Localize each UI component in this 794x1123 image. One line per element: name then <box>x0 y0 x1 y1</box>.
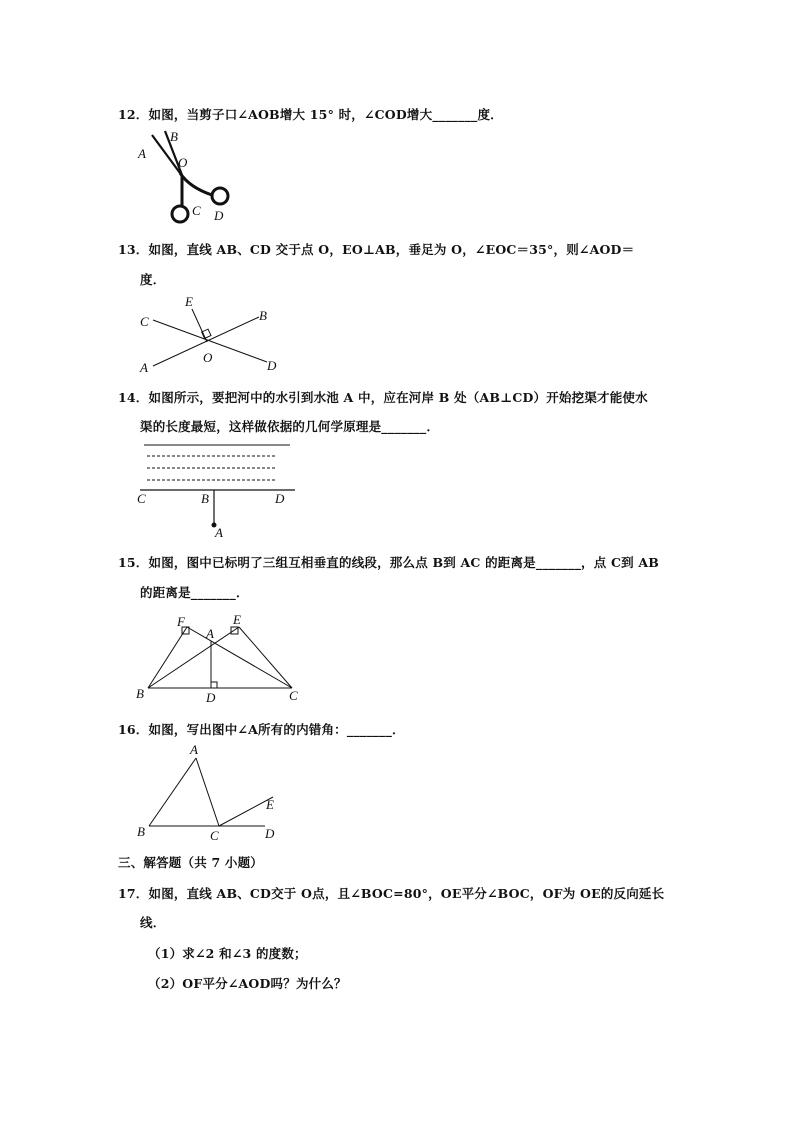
q15-label-B: B <box>136 686 144 701</box>
q14-label-B: B <box>201 491 209 506</box>
q16-text: 16．如图，写出图中∠A所有的内错角：_______． <box>118 722 405 737</box>
q13-label-O: O <box>203 350 213 365</box>
q14-label-D: D <box>275 491 285 506</box>
q12-scissors-figure <box>130 125 240 230</box>
q14-label-C: C <box>137 491 146 506</box>
q17-text-line1: 17．如图，直线 AB、CD交于 O点，且∠BOC=80°，OE平分∠BOC，OF为 OE的反向延长 <box>118 886 665 901</box>
q12-label-A: A <box>138 146 146 161</box>
q17-text-line2: 线． <box>140 915 166 930</box>
section-3-heading: 三、解答题（共 7 小题） <box>118 855 264 870</box>
q17-sub2: （2）OF平分∠AOD吗？为什么？ <box>148 976 347 991</box>
q14-label-A: A <box>215 525 223 540</box>
q12-label-C: C <box>192 203 201 218</box>
q16-triangle-figure <box>135 742 285 842</box>
q16-label-C: C <box>210 828 219 843</box>
q15-triangle-figure <box>135 610 310 710</box>
q13-label-B: B <box>259 308 267 323</box>
q16-label-E: E <box>266 797 274 812</box>
q15-label-A: A <box>206 626 214 641</box>
q13-label-E: E <box>185 294 193 309</box>
q13-label-D: D <box>267 358 277 373</box>
q12-label-D: D <box>214 208 224 223</box>
q13-text-line1: 13．如图，直线 AB、CD 交于点 O，EO⊥AB，垂足为 O，∠EOC＝35°，则∠AOD＝ <box>118 242 635 257</box>
q16-label-D: D <box>265 826 275 841</box>
q15-text-line1: 15．如图，图中已标明了三组互相垂直的线段，那么点 B到 AC 的距离是_______，点 C到 AB <box>118 555 660 570</box>
q17-sub1: （1）求∠2 和∠3 的度数； <box>148 946 307 961</box>
q16-label-B: B <box>137 824 145 839</box>
q15-label-E: E <box>233 612 241 627</box>
q16-label-A: A <box>190 742 198 757</box>
q15-label-F: F <box>177 614 185 629</box>
q14-text-line1: 14．如图所示，要把河中的水引到水池 A 中，应在河岸 B 处（AB⊥CD）开始挖渠才能使水 <box>118 390 648 405</box>
q12-label-O: O <box>178 155 188 170</box>
q14-text-line2: 渠的长度最短，这样做依据的几何学原理是_______． <box>140 419 440 434</box>
q14-river-figure <box>135 440 305 540</box>
q13-label-C: C <box>140 314 149 329</box>
q12-text: 12．如图，当剪子口∠AOB增大 15° 时，∠COD增大_______度． <box>118 107 503 122</box>
q12-label-B: B <box>170 129 178 144</box>
q13-label-A: A <box>140 360 148 375</box>
q13-text-line2: 度． <box>140 272 166 287</box>
q15-label-D: D <box>206 690 216 705</box>
q13-lines-figure <box>135 292 295 377</box>
q15-label-C: C <box>289 688 298 703</box>
q15-text-line2: 的距离是_______． <box>140 585 249 600</box>
